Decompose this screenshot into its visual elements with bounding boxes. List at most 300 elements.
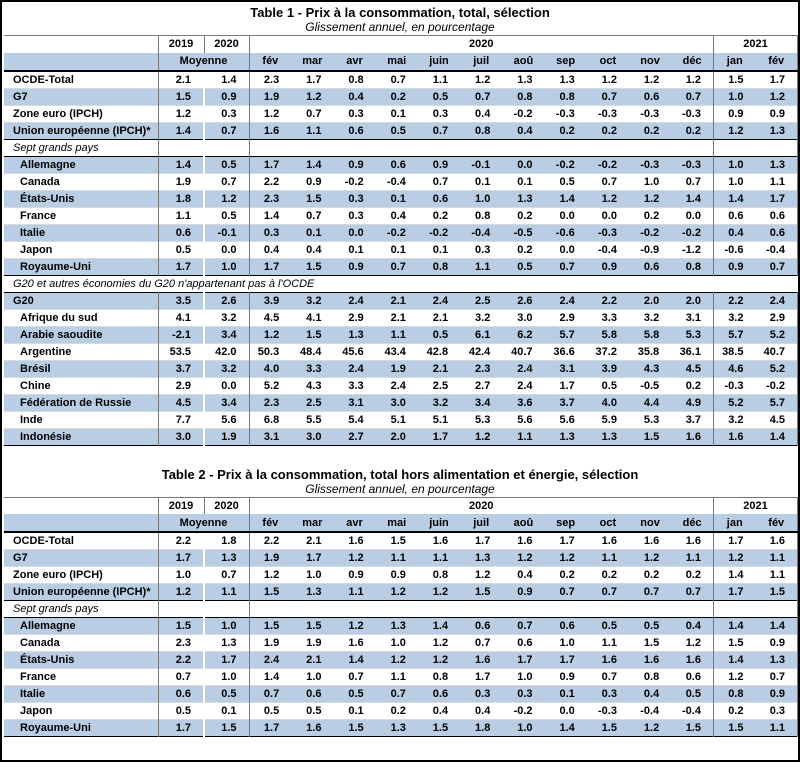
value-cell: 2.1 [390, 311, 406, 324]
value-cell: 2.7 [333, 428, 375, 445]
value-cell: 48.4 [300, 345, 322, 358]
value-cell: 3.3 [291, 360, 333, 377]
year-2020-avg-header: 2020 [204, 36, 249, 53]
value-cell: 1.7 [559, 535, 575, 547]
value-cell: 0.0 [559, 243, 575, 256]
value-cell: 1.4 [713, 190, 755, 207]
value-cell: 1.6 [348, 637, 364, 649]
value-cell: 0.9 [204, 88, 249, 105]
value-cell: 1.3 [333, 326, 375, 343]
value-cell: 1.4 [545, 190, 587, 207]
value-cell: 0.4 [502, 122, 544, 139]
value-cell: 0.1 [432, 243, 449, 256]
value-cell: 3.0 [517, 311, 533, 324]
row-label: G7 [4, 88, 158, 105]
value-cell: 1.5 [204, 720, 249, 737]
value-cell: 1.0 [306, 569, 322, 581]
value-cell: 1.0 [306, 671, 322, 683]
table-2-subtitle: Glissement annuel, en pourcentage [305, 481, 495, 496]
value-cell: 1.8 [204, 532, 249, 550]
value-cell: 0.0 [333, 224, 375, 241]
value-cell: 1.5 [629, 428, 671, 445]
value-cell: 4.0 [587, 394, 629, 411]
value-cell: 0.7 [587, 88, 629, 105]
value-cell: 1.7 [418, 428, 460, 445]
value-cell: -0.3 [640, 107, 660, 120]
value-cell: 0.8 [460, 122, 502, 139]
value-cell: 1.7 [158, 550, 204, 567]
value-cell: 1.0 [502, 720, 544, 737]
month-header: juil [460, 53, 502, 71]
value-cell: 1.5 [291, 618, 333, 635]
value-cell: 1.2 [432, 637, 449, 649]
value-cell: 2.1 [376, 292, 418, 309]
row-label: France [20, 209, 57, 222]
value-cell: 1.6 [601, 535, 617, 547]
value-cell: 0.2 [643, 569, 660, 581]
value-cell: 0.9 [348, 569, 364, 581]
value-cell: 0.8 [432, 569, 449, 581]
value-cell: 3.6 [502, 394, 544, 411]
value-cell: 2.1 [306, 535, 322, 547]
row-label: Zone euro (IPCH) [13, 107, 103, 120]
value-cell: 1.4 [671, 190, 713, 207]
value-cell: 38.5 [713, 343, 755, 360]
table-2-block [4, 464, 796, 738]
value-cell: 2.2 [249, 173, 291, 190]
section-row [4, 275, 798, 292]
value-cell: 1.3 [545, 428, 587, 445]
value-cell: -0.4 [598, 243, 617, 256]
value-cell: 0.4 [306, 243, 322, 256]
value-cell: 2.0 [671, 292, 713, 309]
value-cell: 0.7 [249, 686, 291, 703]
value-cell: 2.2 [713, 292, 755, 309]
value-cell: 1.1 [755, 173, 797, 190]
month-header: nov [629, 514, 671, 532]
value-cell: 36.6 [553, 345, 575, 358]
row-label: OCDE-Total [13, 535, 74, 547]
value-cell: 1.5 [713, 635, 755, 652]
year-2019-header: 2019 [158, 36, 204, 53]
value-cell: 1.5 [249, 618, 291, 635]
month-header: jan [713, 53, 755, 71]
value-cell: 4.3 [629, 360, 671, 377]
value-cell: 0.7 [629, 584, 671, 601]
value-cell: 1.3 [559, 73, 575, 86]
value-cell: 0.7 [306, 107, 322, 120]
value-cell: 1.2 [376, 584, 418, 601]
value-cell: -2.1 [158, 326, 204, 343]
value-cell: 1.1 [204, 584, 249, 601]
table-row [4, 652, 798, 669]
value-cell: 5.2 [713, 394, 755, 411]
value-cell: 1.2 [601, 73, 617, 86]
value-cell: 2.3 [460, 360, 502, 377]
value-cell: 5.9 [601, 413, 617, 426]
value-cell: 1.7 [158, 258, 204, 275]
value-cell: 0.9 [559, 671, 575, 683]
value-cell: 0.1 [545, 686, 587, 703]
value-cell: 1.4 [755, 428, 797, 445]
value-cell: 4.1 [158, 309, 204, 326]
value-cell: -0.3 [671, 156, 713, 173]
row-label: Arabie saoudite [4, 326, 158, 343]
value-cell: 0.9 [755, 105, 797, 122]
value-cell: 0.3 [502, 686, 544, 703]
value-cell: 0.2 [713, 703, 755, 720]
value-cell: 1.1 [432, 73, 449, 86]
table-row [4, 224, 798, 241]
row-label: États-Unis [4, 190, 158, 207]
value-cell: 43.4 [384, 345, 406, 358]
value-cell: 1.4 [249, 669, 291, 686]
value-cell: 0.1 [348, 243, 364, 256]
value-cell: 0.4 [249, 241, 291, 258]
label-column-header [4, 497, 158, 514]
section-filler [249, 139, 713, 156]
value-cell: 0.0 [204, 377, 249, 394]
value-cell: 1.5 [755, 584, 797, 601]
value-cell: 0.7 [671, 88, 713, 105]
value-cell: 0.6 [713, 207, 755, 224]
value-cell: 1.7 [475, 535, 491, 547]
value-cell: 2.2 [158, 652, 204, 669]
value-cell: 0.9 [418, 156, 460, 173]
value-cell: 0.9 [306, 175, 322, 188]
table-row [4, 292, 798, 309]
value-cell: 1.2 [629, 720, 671, 737]
row-label: Allemagne [4, 156, 158, 173]
row-label: Indonésie [4, 428, 158, 445]
value-cell: 3.9 [587, 360, 629, 377]
value-cell: 1.0 [460, 190, 502, 207]
value-cell: 0.6 [291, 686, 333, 703]
table-row [4, 377, 798, 394]
value-cell: 1.6 [671, 652, 713, 669]
table-row [4, 258, 798, 275]
value-cell: 1.3 [291, 584, 333, 601]
table-row [4, 411, 798, 428]
value-cell: -0.4 [755, 241, 797, 258]
value-cell: 1.6 [643, 535, 660, 547]
value-cell: 1.1 [333, 584, 375, 601]
value-cell: -0.2 [513, 705, 533, 717]
value-cell: 2.2 [587, 292, 629, 309]
value-cell: 0.7 [460, 88, 502, 105]
value-cell: 0.5 [601, 379, 617, 392]
value-cell: 5.2 [755, 326, 797, 343]
value-cell: 0.7 [158, 669, 204, 686]
value-cell: -0.3 [555, 107, 575, 120]
value-cell: 1.0 [204, 669, 249, 686]
value-cell: 0.0 [559, 705, 575, 717]
value-cell: 1.9 [158, 173, 204, 190]
value-cell: 1.2 [460, 428, 502, 445]
month-header: mar [291, 514, 333, 532]
value-cell: 4.6 [713, 360, 755, 377]
value-cell: 0.7 [376, 686, 418, 703]
value-cell: -0.5 [640, 379, 660, 392]
value-cell: 2.9 [755, 309, 797, 326]
value-cell: 0.0 [601, 209, 617, 222]
value-cell: 2.4 [333, 292, 375, 309]
value-cell: 0.7 [601, 671, 617, 683]
section-filler [158, 139, 249, 156]
value-cell: 3.0 [376, 394, 418, 411]
value-cell: 0.5 [204, 156, 249, 173]
value-cell: 0.5 [418, 88, 460, 105]
row-label: Canada [20, 175, 60, 188]
month-header: juin [418, 53, 460, 71]
value-cell: 1.1 [158, 207, 204, 224]
table-row [4, 567, 798, 584]
value-cell: 1.2 [475, 569, 491, 581]
value-cell: 0.4 [517, 569, 533, 581]
value-cell: 4.4 [629, 394, 671, 411]
value-cell: 0.9 [333, 258, 375, 275]
value-cell: 5.1 [432, 413, 449, 426]
value-cell: 1.2 [376, 652, 418, 669]
value-cell: 2.1 [158, 71, 204, 89]
value-cell: 1.9 [249, 635, 291, 652]
value-cell: -0.2 [755, 377, 797, 394]
value-cell: 1.2 [418, 652, 460, 669]
value-cell: 0.2 [432, 209, 449, 222]
value-cell: -0.2 [513, 107, 533, 120]
value-cell: -0.5 [502, 224, 544, 241]
value-cell: 4.5 [755, 411, 797, 428]
value-cell: 0.7 [545, 258, 587, 275]
table-row [4, 173, 798, 190]
value-cell: 1.0 [713, 88, 755, 105]
value-cell: 1.6 [460, 652, 502, 669]
value-cell: 2.9 [348, 311, 364, 324]
month-header: déc [671, 514, 713, 532]
value-cell: -1.2 [682, 243, 701, 256]
month-header: avr [333, 514, 375, 532]
table-row [4, 669, 798, 686]
value-cell: 5.3 [643, 413, 660, 426]
value-cell: 0.5 [376, 122, 418, 139]
value-cell: 1.5 [713, 71, 755, 89]
value-cell: 2.5 [432, 379, 449, 392]
row-label: Union européenne (IPCH)* [4, 122, 158, 139]
value-cell: 0.8 [475, 209, 491, 222]
value-cell: 0.8 [545, 88, 587, 105]
value-cell: 0.6 [418, 686, 460, 703]
year-2019-header: 2019 [158, 497, 204, 514]
row-label: Canada [20, 637, 60, 649]
value-cell: 1.1 [755, 550, 797, 567]
value-cell: 0.6 [418, 190, 460, 207]
value-cell: -0.3 [713, 377, 755, 394]
table-row [4, 105, 798, 122]
month-header: avr [333, 53, 375, 71]
value-cell: 2.1 [432, 311, 449, 324]
value-cell: 4.5 [158, 394, 204, 411]
value-cell: 6.8 [249, 411, 291, 428]
value-cell: 2.6 [502, 292, 544, 309]
value-cell: 1.5 [291, 326, 333, 343]
value-cell: 1.5 [249, 584, 291, 601]
value-cell: 1.3 [460, 550, 502, 567]
table-row [4, 720, 798, 737]
value-cell: 1.2 [545, 550, 587, 567]
value-cell: 4.1 [306, 311, 322, 324]
value-cell: -0.6 [713, 241, 755, 258]
value-cell: 1.2 [204, 190, 249, 207]
table-row [4, 122, 798, 139]
value-cell: 1.4 [204, 71, 249, 89]
month-header: juin [418, 514, 460, 532]
value-cell: 0.2 [390, 705, 406, 717]
average-label: Moyenne [158, 514, 249, 532]
value-cell: 0.9 [390, 569, 406, 581]
value-cell: 1.9 [249, 88, 291, 105]
value-cell: 53.5 [158, 343, 204, 360]
value-cell: 0.7 [306, 209, 322, 222]
table-1-body [4, 71, 798, 446]
table-1-block [4, 2, 796, 446]
value-cell: 0.3 [348, 107, 364, 120]
value-cell: 2.1 [418, 360, 460, 377]
value-cell: -0.2 [545, 156, 587, 173]
month-header: déc [671, 53, 713, 71]
average-label: Moyenne [158, 53, 249, 71]
value-cell: 5.2 [249, 377, 291, 394]
value-cell: 1.1 [601, 637, 617, 649]
row-label: Chine [20, 379, 51, 392]
value-cell: 2.3 [249, 71, 291, 89]
value-cell: 0.5 [204, 686, 249, 703]
value-cell: 1.2 [755, 88, 797, 105]
value-cell: 0.1 [348, 705, 364, 717]
value-cell: 1.7 [291, 550, 333, 567]
value-cell: 0.5 [502, 258, 544, 275]
value-cell: 1.2 [475, 73, 491, 86]
value-cell: 1.0 [713, 173, 755, 190]
value-cell: 1.4 [755, 618, 797, 635]
value-cell: 5.3 [475, 413, 491, 426]
value-cell: 2.4 [418, 292, 460, 309]
row-label: Fédération de Russie [4, 394, 158, 411]
month-header: mai [376, 514, 418, 532]
value-cell: 2.1 [291, 652, 333, 669]
value-cell: 1.2 [713, 550, 755, 567]
value-cell: 3.2 [713, 309, 755, 326]
value-cell: 1.8 [460, 720, 502, 737]
row-label: Inde [20, 413, 43, 426]
value-cell: 0.5 [158, 241, 204, 258]
value-cell: 2.2 [158, 532, 204, 550]
value-cell: 1.7 [249, 156, 291, 173]
value-cell: 1.3 [204, 635, 249, 652]
value-cell: 1.5 [390, 535, 406, 547]
value-cell: 1.0 [390, 637, 406, 649]
value-cell: 0.3 [249, 224, 291, 241]
value-cell: 2.9 [158, 377, 204, 394]
value-cell: 5.6 [204, 411, 249, 428]
value-cell: 1.8 [158, 190, 204, 207]
table-row [4, 635, 798, 652]
value-cell: 1.2 [249, 567, 291, 584]
row-label: G7 [4, 550, 158, 567]
value-cell: 3.2 [475, 311, 491, 324]
value-cell: 0.7 [432, 175, 449, 188]
value-cell: 4.5 [671, 360, 713, 377]
table-row [4, 550, 798, 567]
month-header: oct [587, 514, 629, 532]
value-cell: 1.2 [629, 550, 671, 567]
value-cell: 0.7 [475, 637, 491, 649]
month-header-row [4, 514, 798, 532]
value-cell: 2.0 [629, 292, 671, 309]
value-cell: 1.3 [502, 190, 544, 207]
table-row [4, 618, 798, 635]
value-cell: 1.3 [755, 652, 797, 669]
value-cell: 1.2 [291, 88, 333, 105]
year-2021-span-header: 2021 [713, 497, 797, 514]
value-cell: 3.2 [418, 394, 460, 411]
value-cell: 1.1 [587, 550, 629, 567]
value-cell: 1.5 [713, 720, 755, 737]
value-cell: 1.3 [376, 618, 418, 635]
value-cell: 1.0 [559, 637, 575, 649]
value-cell: 3.0 [158, 428, 204, 445]
value-cell: 0.1 [291, 224, 333, 241]
table-2-body [4, 532, 798, 737]
table-row [4, 686, 798, 703]
value-cell: 40.7 [755, 343, 797, 360]
value-cell: 0.7 [376, 258, 418, 275]
value-cell: 0.9 [502, 584, 544, 601]
value-cell: -0.3 [598, 705, 617, 717]
value-cell: 3.1 [333, 394, 375, 411]
value-cell: 0.3 [475, 243, 491, 256]
value-cell: 1.6 [249, 122, 291, 139]
value-cell: 0.9 [713, 258, 755, 275]
value-cell: 0.3 [333, 190, 375, 207]
value-cell: 0.7 [545, 584, 587, 601]
section-filler [713, 601, 797, 618]
value-cell: 0.6 [755, 207, 797, 224]
value-cell: 1.7 [545, 652, 587, 669]
table-1-header [4, 36, 798, 71]
value-cell: 0.2 [559, 569, 575, 581]
value-cell: 1.5 [291, 258, 333, 275]
value-cell: 3.4 [460, 394, 502, 411]
value-cell: 0.1 [376, 190, 418, 207]
value-cell: 1.6 [432, 535, 449, 547]
value-cell: -0.3 [598, 107, 617, 120]
value-cell: 5.6 [517, 413, 533, 426]
month-header: nov [629, 53, 671, 71]
value-cell: 0.2 [376, 88, 418, 105]
value-cell: 1.2 [643, 73, 660, 86]
value-cell: 0.4 [333, 88, 375, 105]
row-label: Zone euro (IPCH) [13, 569, 103, 581]
value-cell: 1.4 [158, 122, 204, 139]
value-cell: 1.7 [559, 379, 575, 392]
value-cell: 3.0 [291, 428, 333, 445]
value-cell: 0.5 [158, 703, 204, 720]
value-cell: -0.4 [682, 705, 701, 717]
value-cell: 0.6 [545, 618, 587, 635]
value-cell: 1.3 [204, 550, 249, 567]
value-cell: 1.2 [713, 669, 755, 686]
table-row [4, 71, 798, 89]
